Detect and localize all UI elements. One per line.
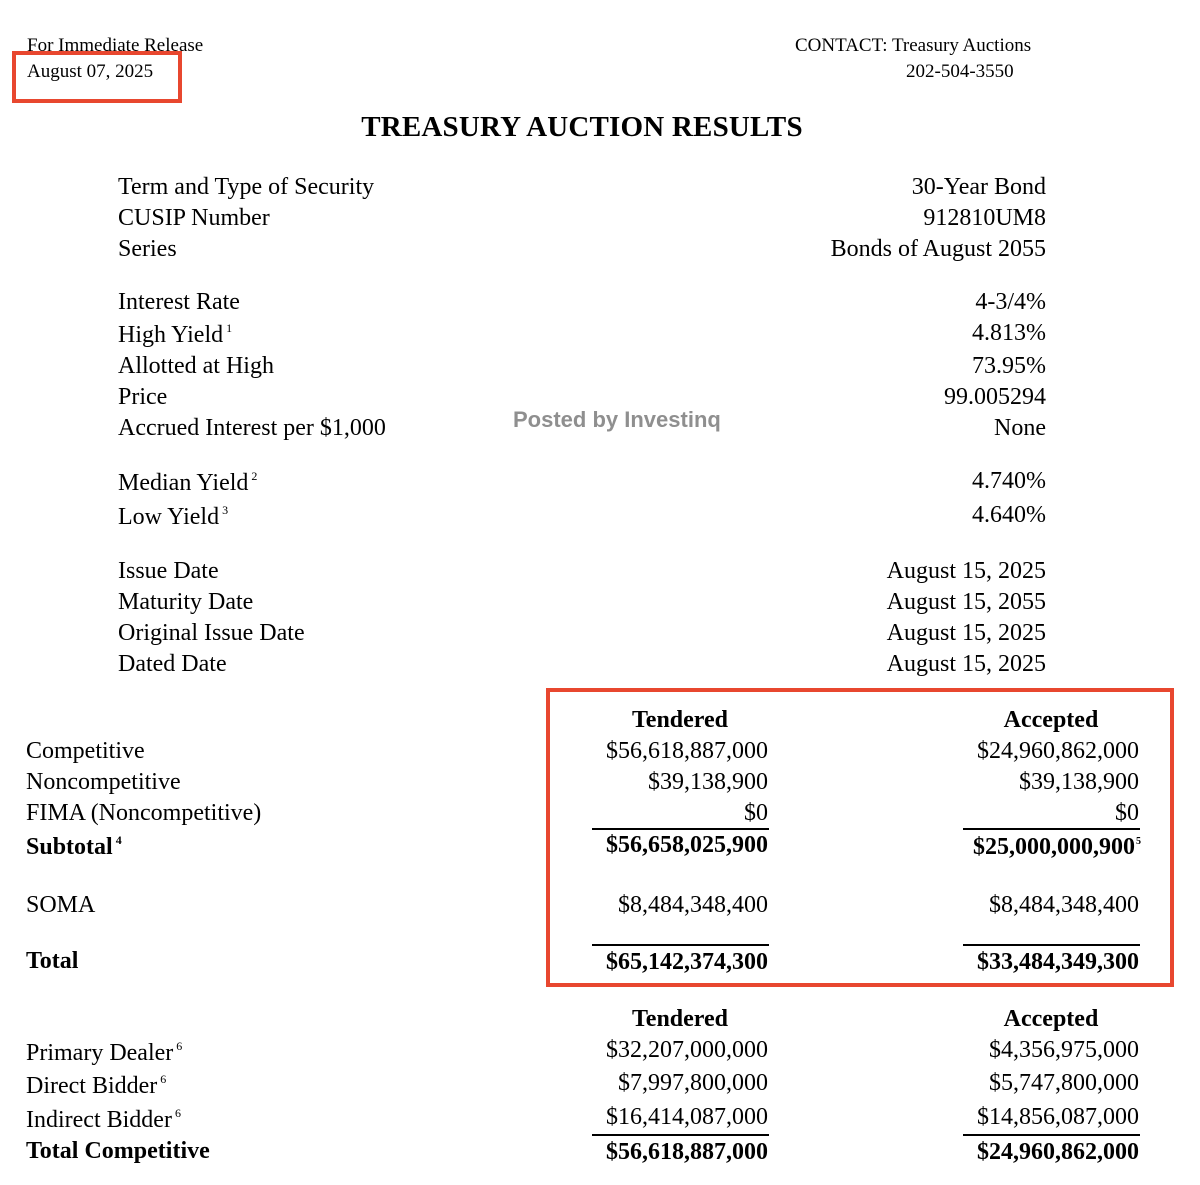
detail-label: Interest Rate xyxy=(118,289,240,315)
row-label: Noncompetitive xyxy=(26,769,181,795)
row-indirect-bidder xyxy=(26,1105,181,1135)
tendered-value: $56,618,887,000 xyxy=(606,1139,768,1165)
footnote-marker: 1 xyxy=(226,321,233,335)
footnote-marker: 4 xyxy=(115,833,122,847)
detail-value: 912810UM8 xyxy=(923,205,1046,231)
total-competitive-rule xyxy=(592,1134,769,1136)
accepted-value: $4,356,975,000 xyxy=(989,1037,1139,1063)
detail-label: Accrued Interest per $1,000 xyxy=(118,415,386,441)
detail-label: CUSIP Number xyxy=(118,205,270,231)
row-primary-dealer xyxy=(26,1038,182,1068)
row-label: Competitive xyxy=(26,738,145,764)
tendered-value: $16,414,087,000 xyxy=(606,1104,768,1130)
detail-label: Issue Date xyxy=(118,558,219,584)
release-label: For Immediate Release xyxy=(27,35,204,56)
accepted-subtotal xyxy=(973,832,1141,862)
accepted-value: $0 xyxy=(1115,800,1139,826)
detail-value: Bonds of August 2055 xyxy=(830,236,1046,262)
footnote-marker: 6 xyxy=(174,1106,181,1120)
tendered-value: $65,142,374,300 xyxy=(606,949,768,975)
accepted-value: $25,000,000,900 xyxy=(973,834,1135,860)
row-subtotal xyxy=(26,832,122,862)
accepted-value: $14,856,087,000 xyxy=(977,1104,1139,1130)
detail-label: Maturity Date xyxy=(118,589,254,615)
contact-line xyxy=(795,34,1031,58)
footnote-marker: 2 xyxy=(251,469,258,483)
tendered-value: $56,618,887,000 xyxy=(606,738,768,764)
detail-label: Term and Type of Security xyxy=(118,174,375,200)
column-header-tendered: Tendered xyxy=(631,707,729,733)
footnote-marker: 6 xyxy=(160,1072,167,1086)
row-direct-bidder xyxy=(26,1071,166,1101)
column-header-accepted: Accepted xyxy=(1003,1006,1099,1032)
detail-value: 4.740% xyxy=(972,468,1046,494)
accepted-value: $33,484,349,300 xyxy=(977,949,1139,975)
footnote-marker: 5 xyxy=(1136,836,1141,847)
date-highlight-box xyxy=(12,51,182,103)
detail-row-low-yield xyxy=(118,502,228,532)
detail-value: 4.640% xyxy=(972,502,1046,528)
row-label: Total Competitive xyxy=(26,1138,210,1164)
accepted-value: $24,960,862,000 xyxy=(977,1139,1139,1165)
tendered-value: $7,997,800,000 xyxy=(618,1070,768,1096)
detail-value: 99.005294 xyxy=(944,384,1046,410)
detail-row-median-yield xyxy=(118,468,257,498)
row-label: FIMA (Noncompetitive) xyxy=(26,800,262,826)
detail-value: August 15, 2025 xyxy=(886,651,1046,677)
detail-label: Series xyxy=(118,236,177,262)
total-competitive-rule xyxy=(963,1134,1140,1136)
detail-label: Price xyxy=(118,384,168,410)
detail-value: 4-3/4% xyxy=(975,289,1046,315)
row-label: Direct Bidder xyxy=(26,1073,158,1099)
detail-value: None xyxy=(994,415,1046,441)
detail-label: Dated Date xyxy=(118,651,227,677)
column-header-tendered: Tendered xyxy=(631,1006,729,1032)
tendered-value: $39,138,900 xyxy=(648,769,768,795)
detail-row-high-yield xyxy=(118,320,232,350)
row-label: Indirect Bidder xyxy=(26,1107,172,1133)
accepted-value: $8,484,348,400 xyxy=(989,892,1139,918)
contact-name: Treasury Auctions xyxy=(891,35,1032,56)
detail-label: Original Issue Date xyxy=(118,620,305,646)
column-header-accepted: Accepted xyxy=(1003,707,1099,733)
detail-label: Low Yield xyxy=(118,504,220,530)
tendered-value: $0 xyxy=(744,800,768,826)
total-rule xyxy=(592,944,769,946)
detail-value: 4.813% xyxy=(972,320,1046,346)
contact-phone: 202-504-3550 xyxy=(906,61,1014,82)
footnote-marker: 6 xyxy=(176,1039,183,1053)
row-label: Total xyxy=(26,948,79,974)
detail-value: August 15, 2025 xyxy=(886,620,1046,646)
row-label: SOMA xyxy=(26,892,96,918)
accepted-value: $24,960,862,000 xyxy=(977,738,1139,764)
detail-value: August 15, 2055 xyxy=(886,589,1046,615)
detail-value: 30-Year Bond xyxy=(911,174,1046,200)
contact-label: CONTACT: xyxy=(795,35,888,56)
row-label: Primary Dealer xyxy=(26,1040,174,1066)
detail-value: 73.95% xyxy=(972,353,1046,379)
tendered-value: $8,484,348,400 xyxy=(618,892,768,918)
release-date: August 07, 2025 xyxy=(27,61,154,82)
row-label: Subtotal xyxy=(26,834,113,860)
tendered-value: $32,207,000,000 xyxy=(606,1037,768,1063)
detail-value: August 15, 2025 xyxy=(886,558,1046,584)
detail-label: Allotted at High xyxy=(118,353,274,379)
footnote-marker: 3 xyxy=(222,503,229,517)
page-title: TREASURY AUCTION RESULTS xyxy=(361,111,803,143)
total-rule xyxy=(963,944,1140,946)
accepted-value: $39,138,900 xyxy=(1019,769,1139,795)
detail-label: Median Yield xyxy=(118,470,249,496)
accepted-value: $5,747,800,000 xyxy=(989,1070,1139,1096)
watermark-text: Posted by Investinq xyxy=(513,407,721,432)
tendered-value: $56,658,025,900 xyxy=(606,832,768,858)
detail-label: High Yield xyxy=(118,322,224,348)
subtotal-rule xyxy=(963,828,1140,830)
